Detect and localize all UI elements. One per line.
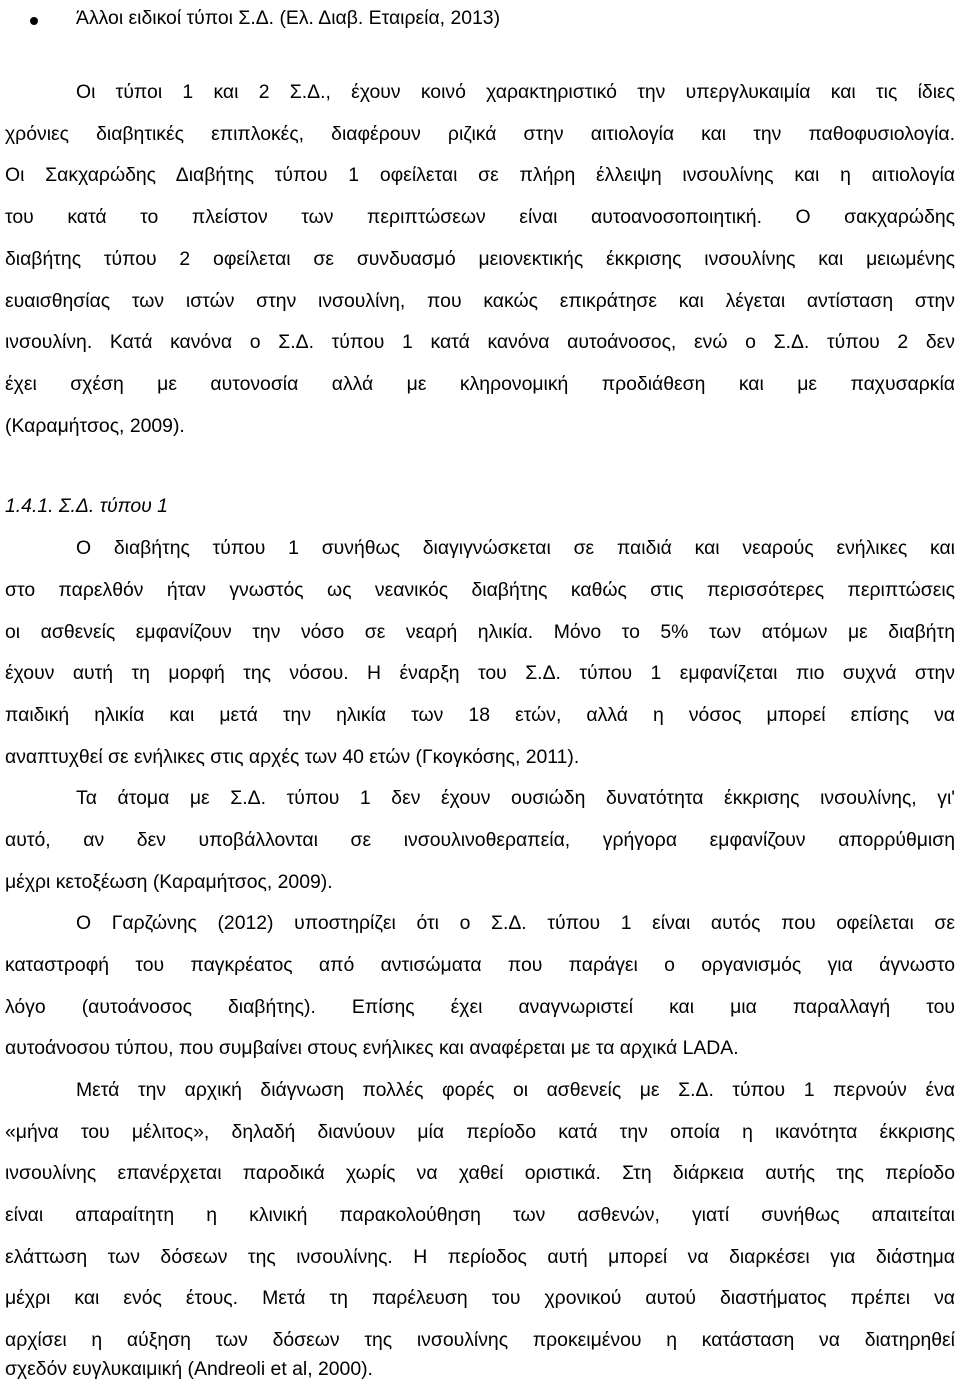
- paragraph-line: οι ασθενείς εμφανίζουν την νόσο σε νεαρή ηλικία. Μόνο το 5% των ατόμων με διαβήτη: [5, 621, 955, 643]
- paragraph-line: έχει σχέση με αυτονοσία αλλά με κληρονομική προδιάθεση και με παχυσαρκία: [5, 373, 955, 395]
- paragraph-line: είναι απαραίτητη η κλινική παρακολούθηση των ασθενών, γιατί συνήθως απαιτείται: [5, 1204, 955, 1226]
- paragraph-line: μέχρι και ενός έτους. Μετά τη παρέλευση του χρονικού αυτού διαστήματος πρέπει να: [5, 1287, 955, 1309]
- paragraph-line: έχουν αυτή τη μορφή της νόσου. Η έναρξη του Σ.Δ. τύπου 1 εμφανίζεται πιο συχνά στην: [5, 662, 955, 684]
- paragraph-line: Ο διαβήτης τύπου 1 συνήθως διαγιγνώσκεται σε παιδιά και νεαρούς ενήλικες και: [76, 537, 955, 559]
- bullet-icon: [30, 17, 38, 25]
- paragraph-line: αυτό, αν δεν υποβάλλονται σε ινσουλινοθεραπεία, γρήγορα εμφανίζουν απορρύθμιση: [5, 829, 955, 851]
- paragraph-line: σχεδόν ευγλυκαιμική (Andreoli et al, 2000).: [5, 1358, 373, 1380]
- paragraph-line: Μετά την αρχική διάγνωση πολλές φορές οι ασθενείς με Σ.Δ. τύπου 1 περνούν ένα: [76, 1079, 955, 1101]
- paragraph-line: μέχρι κετοξέωση (Καραμήτσος, 2009).: [5, 871, 333, 893]
- paragraph-line: (Καραμήτσος, 2009).: [5, 415, 185, 437]
- paragraph-line: διαβήτης τύπου 2 οφείλεται σε συνδυασμό μειονεκτικής έκκρισης ινσουλίνης και μειωμένης: [5, 248, 955, 270]
- paragraph-line: λόγο (αυτοάνοσος διαβήτης). Επίσης έχει αναγνωριστεί και μια παραλλαγή του: [5, 996, 955, 1018]
- paragraph-line: του κατά το πλείστον των περιπτώσεων είναι αυτοανοσοποιητική. Ο σακχαρώδης: [5, 206, 955, 228]
- paragraph-line: Τα άτομα με Σ.Δ. τύπου 1 δεν έχουν ουσιώδη δυνατότητα έκκρισης ινσουλίνης, γι': [76, 787, 955, 809]
- paragraph-line: στο παρελθόν ήταν γνωστός ως νεανικός διαβήτης καθώς στις περισσότερες περιπτώσεις: [5, 579, 955, 601]
- paragraph-line: Οι Σακχαρώδης Διαβήτης τύπου 1 οφείλεται σε πλήρη έλλειψη ινσουλίνης και η αιτιολογία: [5, 164, 955, 186]
- paragraph-line: ινσουλίνης επανέρχεται παροδικά χωρίς να χαθεί οριστικά. Στη διάρκεια αυτής της περίοδο: [5, 1162, 955, 1184]
- bullet-list-item: [0, 5, 960, 31]
- section-heading: 1.4.1. Σ.Δ. τύπου 1: [5, 495, 168, 517]
- paragraph-line: παιδική ηλικία και μετά την ηλικία των 18 ετών, αλλά η νόσος μπορεί επίσης να: [5, 704, 955, 726]
- paragraph-line: αρχίσει η αύξηση των δόσεων της ινσουλίνης προκειμένου η κατάσταση να διατηρηθεί: [5, 1329, 955, 1351]
- paragraph-line: ελάττωση των δόσεων της ινσουλίνης. Η περίοδος αυτή μπορεί να διαρκέσει για διάστημα: [5, 1246, 955, 1268]
- bullet-item-text: Άλλοι ειδικοί τύποι Σ.Δ. (Ελ. Διαβ. Εταιρεία, 2013): [76, 7, 501, 29]
- paragraph-line: Ο Γαρζώνης (2012) υποστηρίζει ότι ο Σ.Δ. τύπου 1 είναι αυτός που οφείλεται σε: [76, 912, 955, 934]
- paragraph-line: αναπτυχθεί σε ενήλικες στις αρχές των 40 ετών (Γκογκόσης, 2011).: [5, 746, 580, 768]
- paragraph-line: ινσουλίνη. Κατά κανόνα ο Σ.Δ. τύπου 1 κατά κανόνα αυτοάνοσος, ενώ ο Σ.Δ. τύπου 2 δεν: [5, 331, 955, 353]
- paragraph-line: «μήνα του μέλιτος», δηλαδή διανύουν μία περίοδο κατά την οποία η ικανότητα έκκρισης: [5, 1121, 955, 1143]
- paragraph-line: χρόνιες διαβητικές επιπλοκές, διαφέρουν ριζικά στην αιτιολογία και την παθοφυσιολογία.: [5, 123, 955, 145]
- paragraph-line: αυτοάνοσου τύπου, που συμβαίνει στους ενήλικες και αναφέρεται με τα αρχικά LADA.: [5, 1037, 739, 1059]
- paragraph-line: Οι τύποι 1 και 2 Σ.Δ., έχουν κοινό χαρακτηριστικό την υπεργλυκαιμία και τις ίδιες: [76, 81, 955, 103]
- paragraph-line: καταστροφή του παγκρέατος από αντισώματα που παράγει ο οργανισμός για άγνωστο: [5, 954, 955, 976]
- paragraph-line: ευαισθησίας των ιστών στην ινσουλίνη, που κακώς επικράτησε και λέγεται αντίσταση στην: [5, 290, 955, 312]
